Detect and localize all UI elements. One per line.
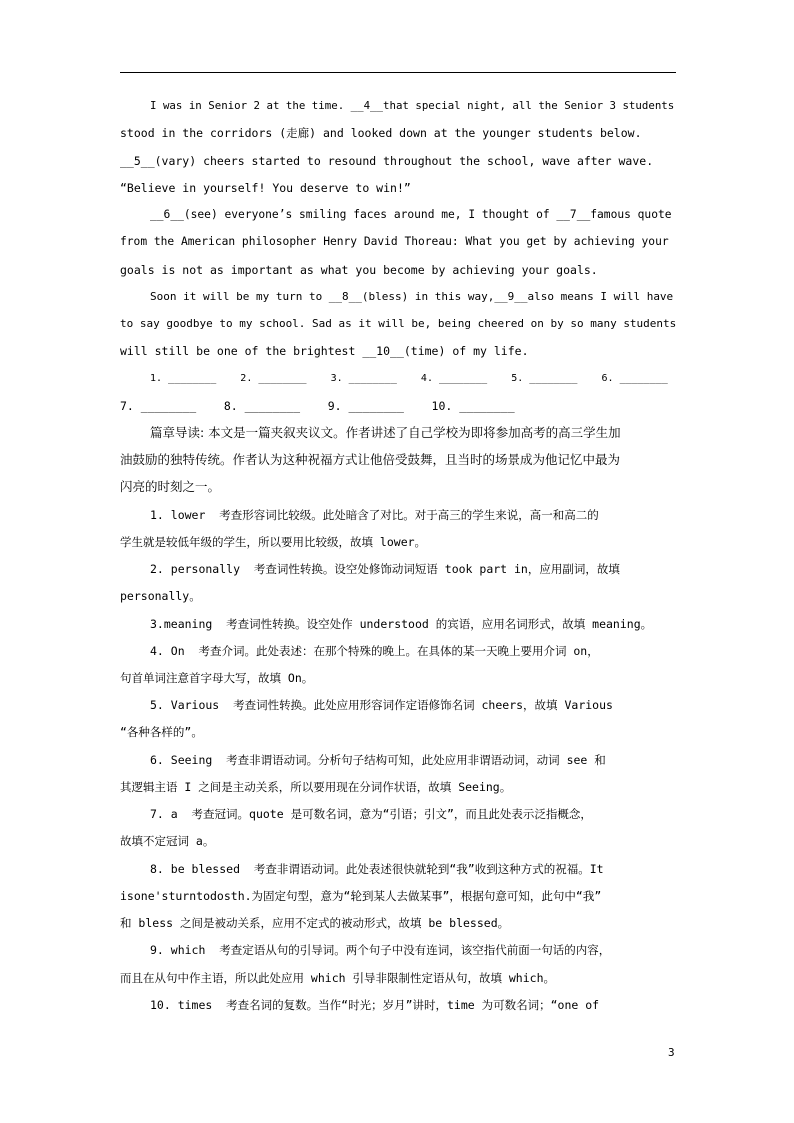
passage-line: __5__(vary) cheers started to resound throughout the school, wave after wave.	[120, 154, 654, 168]
guide-line: 篇章导读: 本文是一篇夹叙夹议文。作者讲述了自己学校为即将参加高考的高三学生加	[150, 425, 621, 440]
passage-line: “Believe in yourself! You deserve to win!”	[120, 181, 411, 195]
answer-blanks-row-1: 1. ________ 2. ________ 3. ________ 4. ________ 5. ________ 6. ________	[150, 373, 668, 384]
explanation-line: 1. lower 考查形容词比较级。此处暗含了对比。对于高三的学生来说，高一和高二的	[150, 508, 599, 522]
explanation-line: “各种各样的”。	[120, 725, 203, 739]
answer-blanks-row-2: 7. ________ 8. ________ 9. ________ 10. ________	[120, 399, 515, 413]
passage-line: goals is not as important as what you become by achieving your goals.	[120, 263, 598, 277]
passage-line: to say goodbye to my school. Sad as it will be, being cheered on by so many students	[120, 317, 677, 330]
explanation-line: 句首单词注意首字母大写，故填 On。	[120, 671, 314, 685]
passage-line: from the American philosopher Henry David Thoreau: What you get by achieving your	[120, 235, 669, 248]
passage-line: will still be one of the brightest __10__(time) of my life.	[120, 344, 529, 358]
guide-line: 油鼓励的独特传统。作者认为这种祝福方式让他倍受鼓舞，且当时的场景成为他记忆中最为	[120, 452, 621, 467]
explanation-line: 10. times 考查名词的复数。当作“时光；岁月”讲时，time 为可数名词；“one of	[150, 998, 600, 1012]
explanation-line: 和 bless 之间是被动关系，应用不定式的被动形式，故填 be blessed。	[120, 916, 510, 930]
explanation-line: 9. which 考查定语从句的引导词。两个句子中没有连词，该空指代前面一句话的内容，	[150, 943, 611, 957]
explanation-line: 8. be blessed 考查非谓语动词。此处表述很快就轮到“我”收到这种方式的祝福。It	[150, 862, 604, 876]
explanation-line: 5. Various 考查词性转换。此处应用形容词作定语修饰名词 cheers，故填 Various	[150, 698, 613, 712]
explanation-line: 3.meaning 考查词性转换。设空处作 understood 的宾语，应用名词形式，故填 meaning。	[150, 617, 653, 631]
guide-line: 闪亮的时刻之一。	[120, 479, 221, 494]
explanation-line: 其逻辑主语 I 之间是主动关系，所以要用现在分词作状语，故填 Seeing。	[120, 780, 512, 794]
explanation-line: 故填不定冠词 a。	[120, 834, 215, 848]
passage-line: stood in the corridors (走廊) and looked down at the younger students below.	[120, 126, 642, 140]
header-rule	[120, 72, 676, 73]
passage-line: Soon it will be my turn to __8__(bless) in this way,__9__also means I will have	[150, 290, 674, 303]
explanation-line: 4. On 考查介词。此处表述：在那个特殊的晚上。在具体的某一天晚上要用介词 on，	[150, 644, 599, 658]
explanation-line: 而且在从句中作主语，所以此处应用 which 引导非限制性定语从句，故填 which。	[120, 971, 556, 985]
explanation-line: 学生就是较低年级的学生，所以要用比较级，故填 lower。	[120, 535, 427, 549]
page-number: 3	[668, 1046, 675, 1059]
passage-line: I was in Senior 2 at the time. __4__that special night, all the Senior 3 students	[150, 99, 675, 112]
explanation-line: 6. Seeing 考查非谓语动词。分析句子结构可知，此处应用非谓语动词，动词 see 和	[150, 753, 606, 767]
passage-line: __6__(see) everyone’s smiling faces around me, I thought of __7__famous quote	[150, 208, 672, 221]
explanation-line: isone'sturntodosth.为固定句型，意为“轮到某人去做某事”，根据句意可知，此句中“我”	[120, 889, 602, 903]
explanation-line: 2. personally 考查词性转换。设空处修饰动词短语 took part in，应用副词，故填	[150, 562, 620, 576]
explanation-line: 7. a 考查冠词。quote 是可数名词，意为“引语；引文”，而且此处表示泛指概念，	[150, 807, 592, 821]
explanation-line: personally。	[120, 589, 201, 603]
